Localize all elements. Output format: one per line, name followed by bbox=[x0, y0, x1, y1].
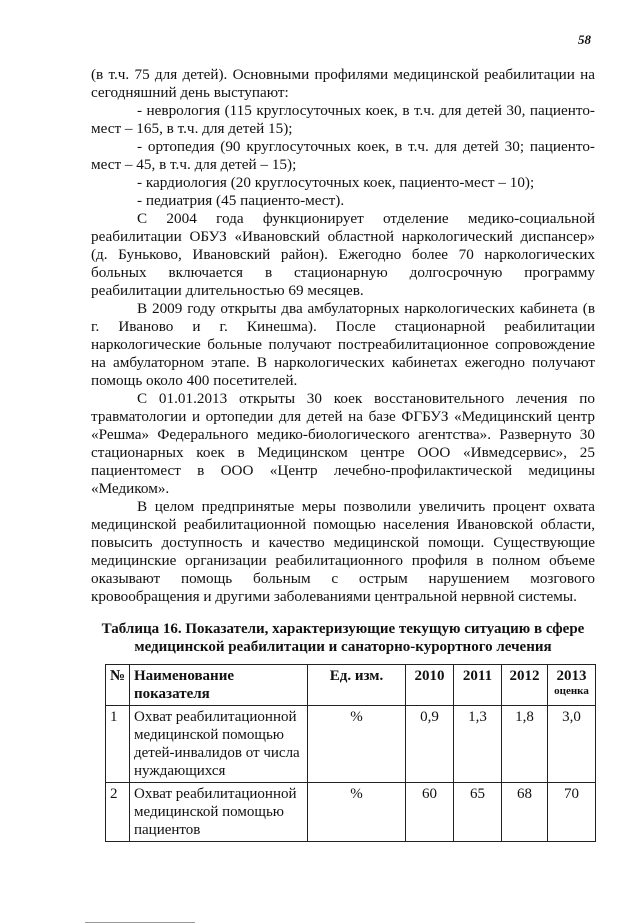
cell-2012: 1,8 bbox=[502, 706, 548, 783]
table-caption: Таблица 16. Показатели, характеризующие текущую ситуацию в сфере медицинской реабилитации и санаторно-курортного лечения bbox=[101, 621, 585, 655]
list-item: - педиатрия (45 пациенто-мест). bbox=[137, 192, 345, 209]
paragraph: В 2009 году открыты два амбулаторных наркологических кабинета (в г. Иваново и г. Кинешма). После стационарной реабилитации наркологические больные получают постреабилитационное сопровождение на амбулаторном этапе. В наркологических кабинетах ежегодно получают помощь около 400 посетителей. bbox=[91, 300, 595, 389]
paragraph: С 01.01.2013 открыты 30 коек восстановительного лечения по травматологии и ортопедии для детей на базе ФГБУЗ «Медицинский центр «Решма» Федерального медико-биологического агентства». Развернуто 30 стационарных коек в Медицинском центре ООО «Ивмедсервис», 25 пациентомест в ООО «Центр лечебно-профилактической медицины «Медиком». bbox=[91, 390, 595, 497]
body-text bbox=[91, 66, 595, 606]
header-2013 bbox=[548, 665, 596, 706]
cell-2010: 0,9 bbox=[406, 706, 454, 783]
header-no: № bbox=[106, 665, 130, 706]
table-row bbox=[106, 783, 596, 842]
table-header-row bbox=[106, 665, 596, 706]
header-2013-note: оценка bbox=[554, 685, 589, 697]
cell-2013: 3,0 bbox=[548, 706, 596, 783]
table-row bbox=[106, 706, 596, 783]
header-name: Наименование показателя bbox=[130, 665, 308, 706]
cell-2011: 65 bbox=[454, 783, 502, 842]
cell-2012: 68 bbox=[502, 783, 548, 842]
header-2010: 2010 bbox=[406, 665, 454, 706]
cell-unit: % bbox=[308, 706, 406, 783]
indicators-table bbox=[105, 664, 596, 842]
list-item: - неврология (115 круглосуточных коек, в т.ч. для детей 30, пациенто-мест – 165, в т.ч. для детей 15); bbox=[91, 102, 595, 137]
cell-2010: 60 bbox=[406, 783, 454, 842]
paragraph: В целом предпринятые меры позволили увеличить процент охвата медицинской реабилитационной помощью населения Ивановской области, повысить доступность и качество медицинской помощи. Существующие медицинские организации реабилитационного профиля в полном объеме оказывают помощь больным с острым нарушением мозгового кровообращения и другими заболеваниями центральной нервной системы. bbox=[91, 498, 595, 605]
cell-2013: 70 bbox=[548, 783, 596, 842]
paragraph: (в т.ч. 75 для детей). Основными профилями медицинской реабилитации на сегодняшний день выступают: bbox=[91, 66, 595, 101]
cell-no: 1 bbox=[106, 706, 130, 783]
cell-no: 2 bbox=[106, 783, 130, 842]
list-item: - ортопедия (90 круглосуточных коек, в т.ч. для детей 30; пациенто-мест – 45, в т.ч. для детей – 15); bbox=[91, 138, 595, 173]
header-2011: 2011 bbox=[454, 665, 502, 706]
cell-unit: % bbox=[308, 783, 406, 842]
header-2013-year: 2013 bbox=[556, 668, 587, 684]
page-number: 58 bbox=[578, 32, 591, 47]
paragraph: С 2004 года функционирует отделение медико-социальной реабилитации ОБУЗ «Ивановский областной наркологический диспансер» (д. Буньково, Ивановский район). Ежегодно более 70 наркологических больных включается в стационарную долгосрочную программу реабилитации длительностью 69 месяцев. bbox=[91, 210, 595, 299]
header-unit: Ед. изм. bbox=[308, 665, 406, 706]
cell-2011: 1,3 bbox=[454, 706, 502, 783]
list-item: - кардиология (20 круглосуточных коек, пациенто-мест – 10); bbox=[137, 174, 535, 191]
cell-name: Охват реабилитационной медицинской помощью пациентов bbox=[130, 783, 308, 842]
cell-name: Охват реабилитационной медицинской помощью детей-инвалидов от числа нуждающихся bbox=[130, 706, 308, 783]
header-2012: 2012 bbox=[502, 665, 548, 706]
page-content bbox=[91, 0, 595, 923]
